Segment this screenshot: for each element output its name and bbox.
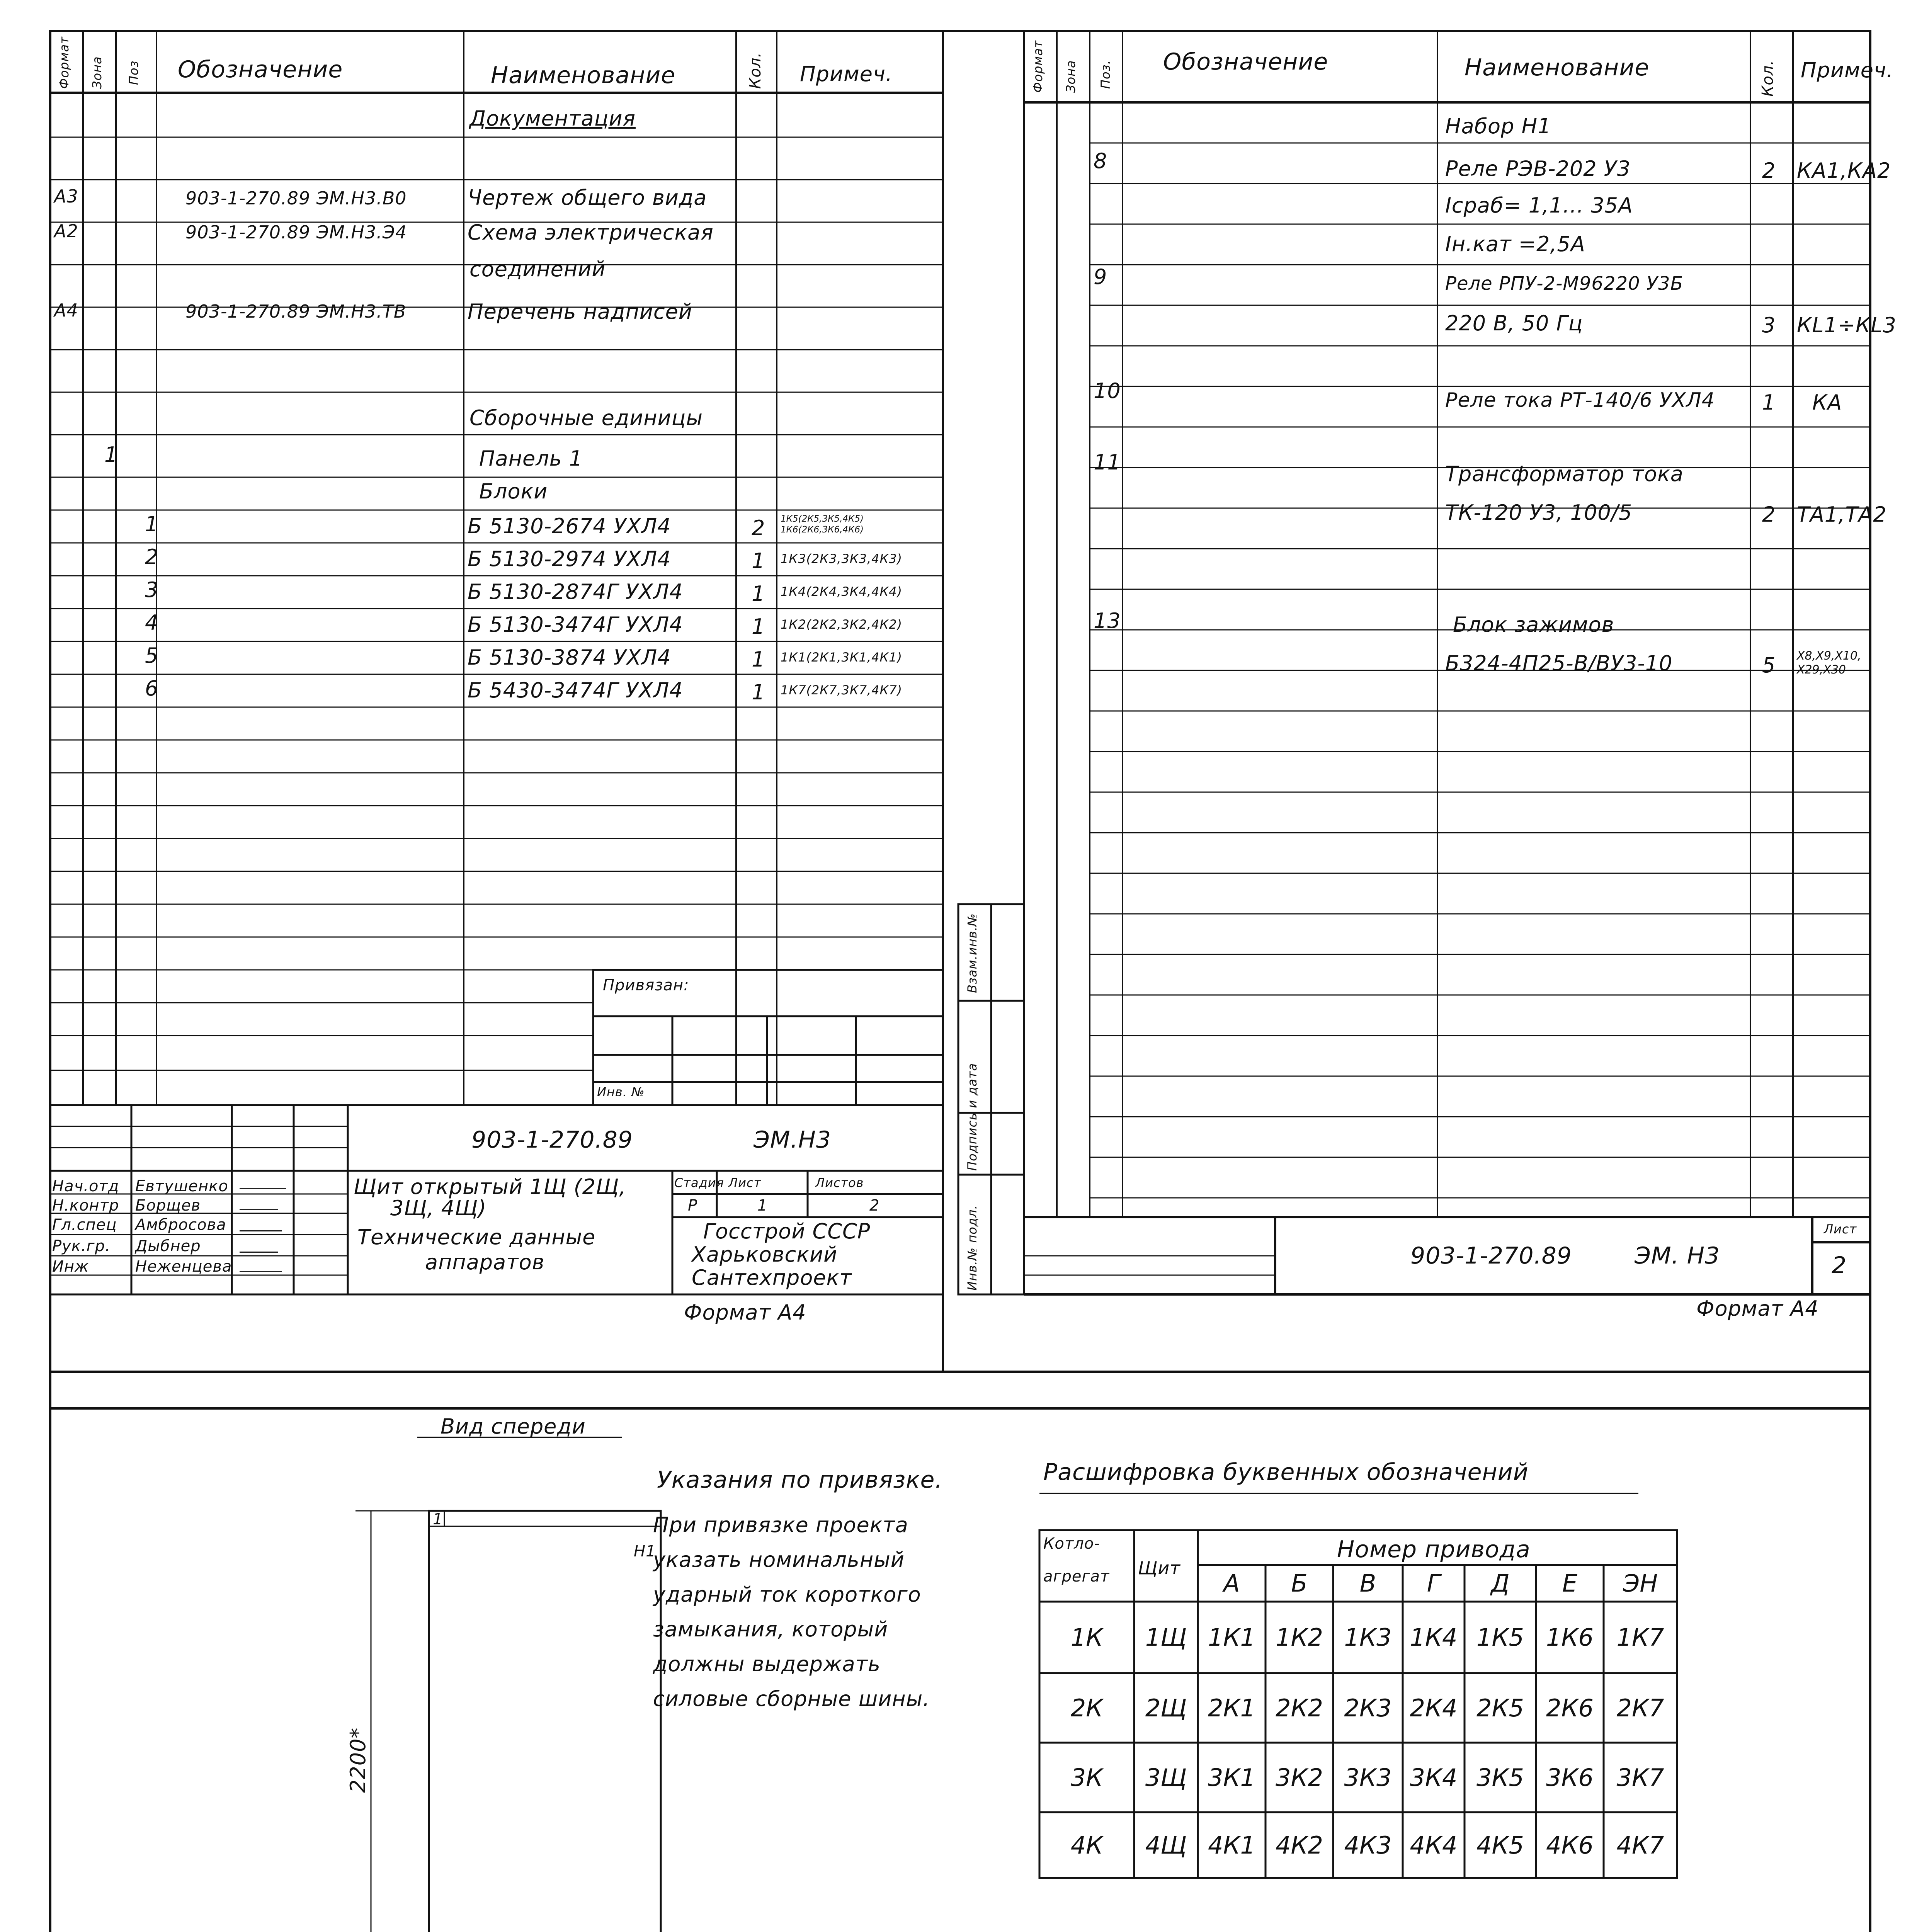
signature <box>240 1238 278 1253</box>
row-note: ТА1,ТА2 <box>1797 502 1887 527</box>
row-format: А4 <box>54 300 78 321</box>
panel-code: Н1 <box>634 1543 656 1560</box>
title-line: Технические данные <box>357 1225 596 1249</box>
row-name: Набор Н1 <box>1445 114 1551 138</box>
row-note: 1К2(2К2,3К2,4К2) <box>781 617 903 632</box>
header-zone: Зона <box>1063 60 1078 93</box>
sheets-header: Листов <box>815 1175 864 1190</box>
legend-cell: 1К2 <box>1276 1623 1323 1651</box>
header-format: Формат <box>57 36 71 89</box>
legend-cell: 1К <box>1070 1623 1103 1651</box>
row-name: Б 5430-3474Г УХЛ4 <box>468 678 683 702</box>
legend-col-boiler: агрегат <box>1043 1568 1110 1585</box>
legend-cell: 2К <box>1070 1694 1103 1722</box>
row-note: 1К3(2К3,3К3,4К3) <box>781 551 903 566</box>
legend-cell: 4К5 <box>1476 1831 1524 1859</box>
row-pos: 9 <box>1094 265 1107 289</box>
row-name: Б 5130-2974 УХЛ4 <box>468 547 671 571</box>
row-pos: 5 <box>145 643 159 668</box>
legend-cell: 1Щ <box>1145 1623 1187 1651</box>
row-qty: 1 <box>752 680 765 704</box>
staff-role: Инж <box>52 1258 89 1276</box>
legend-letter: А <box>1223 1569 1240 1597</box>
doc-mark: ЭМ.Н3 <box>754 1126 832 1153</box>
row-qty: 1 <box>752 582 765 606</box>
legend-cell: 2К5 <box>1476 1694 1524 1722</box>
title-line: аппаратов <box>425 1250 545 1274</box>
row-name: Iн.кат =2,5А <box>1445 232 1585 256</box>
legend-cell: 4К6 <box>1546 1831 1594 1859</box>
legend-cell: 1К1 <box>1208 1623 1255 1651</box>
privyazan-label: Привязан: <box>603 976 689 994</box>
staff-name: Дыбнер <box>135 1237 201 1255</box>
legend-cell: 1К4 <box>1410 1623 1458 1651</box>
row-pos: 4 <box>145 611 159 635</box>
row-pos: 2 <box>145 545 159 569</box>
row-name: Б 5130-2674 УХЛ4 <box>468 514 671 538</box>
row-name: Трансформатор тока <box>1445 462 1684 486</box>
legend-cell: 4К1 <box>1208 1831 1255 1859</box>
header-note: Примеч. <box>1801 58 1894 82</box>
row-qty: 3 <box>1762 313 1776 337</box>
legend-col-panel: Щит <box>1138 1558 1181 1578</box>
row-note: КА <box>1812 390 1842 415</box>
legend-cell: 3К2 <box>1276 1763 1323 1792</box>
instructions-line: При привязке проекта <box>653 1513 908 1537</box>
front-view-title: Вид спереди <box>441 1414 586 1439</box>
legend-cell: 1К6 <box>1546 1623 1594 1651</box>
row-name: Блок зажимов <box>1453 612 1614 637</box>
inv-label: Инв. № <box>597 1085 645 1099</box>
staff-role: Н.контр <box>52 1197 119 1214</box>
stage-header: Стадия <box>674 1175 724 1190</box>
signature <box>240 1217 282 1231</box>
staff-name: Неженцева <box>135 1258 232 1276</box>
legend-cell: 3К7 <box>1616 1763 1664 1792</box>
legend-cell: 3Щ <box>1145 1763 1187 1792</box>
sheets-value: 2 <box>869 1197 880 1214</box>
stage-value: Р <box>688 1197 698 1214</box>
header-pos: Поз <box>126 60 141 85</box>
row-note: 1К1(2К1,3К1,4К1) <box>781 650 903 665</box>
row-qty: 2 <box>752 516 765 540</box>
row-note: КL1÷КL3 <box>1797 313 1897 337</box>
header-format: Формат <box>1031 40 1045 93</box>
doc-code: 903-1-270.89 <box>471 1126 633 1153</box>
legend-cell: 3К5 <box>1476 1763 1524 1792</box>
row-note: 1К7(2К7,3К7,4К7) <box>781 683 903 697</box>
legend-cell: 4Щ <box>1145 1831 1187 1859</box>
row-name: Реле тока РТ-140/6 УХЛ4 <box>1445 389 1715 412</box>
row-note: Х8,Х9,Х10, Х29,Х30 <box>1797 649 1861 677</box>
legend-cell: 4К <box>1070 1831 1103 1859</box>
legend-letter: В <box>1359 1569 1376 1597</box>
header-pos: Поз. <box>1098 60 1113 89</box>
legend-cell: 4К4 <box>1410 1831 1458 1859</box>
instructions-title: Указания по привязке. <box>657 1466 943 1493</box>
row-pos: 11 <box>1094 450 1121 474</box>
row-name: 220 В, 50 Гц <box>1445 311 1583 335</box>
height-dimension: 2200* <box>346 1727 370 1793</box>
org-line: Сантехпроект <box>692 1265 852 1290</box>
row-name: Б 5130-3474Г УХЛ4 <box>468 612 683 637</box>
side-label-inv: Инв.№ подл. <box>965 1205 980 1291</box>
row-note: 1К5(2К5,3К5,4К5) 1К6(2К6,3К6,4К6) <box>781 514 864 535</box>
row-name: Схема электрическая <box>468 220 714 245</box>
legend-cell: 1К7 <box>1616 1623 1664 1651</box>
doc-code: 903-1-270.89 <box>1410 1242 1572 1269</box>
row-pos: 3 <box>145 578 159 602</box>
row-note: КА1,КА2 <box>1797 158 1891 183</box>
format-label: Формат А4 <box>1696 1296 1819 1321</box>
header-designation: Обозначение <box>178 56 343 83</box>
row-designation: 903-1-270.89 ЭМ.Н3.Э4 <box>185 222 407 243</box>
doc-mark: ЭМ. Н3 <box>1635 1242 1720 1269</box>
row-format: А2 <box>54 221 78 242</box>
row-name: Блоки <box>479 479 548 503</box>
sheet-value: 2 <box>1832 1252 1847 1279</box>
header-note: Примеч. <box>800 62 893 86</box>
row-name: ТК-120 У3, 100/5 <box>1445 500 1633 525</box>
legend-cell: 4К2 <box>1276 1831 1323 1859</box>
legend-cell: 2Щ <box>1145 1694 1187 1722</box>
row-designation: 903-1-270.89 ЭМ.Н3.ТВ <box>185 301 407 322</box>
legend-letter: ЭН <box>1623 1569 1658 1597</box>
org-line: Харьковский <box>692 1242 838 1267</box>
row-name: Реле РПУ-2-М96220 У3Б <box>1445 273 1684 294</box>
row-name: Б 5130-2874Г УХЛ4 <box>468 580 683 604</box>
header-qty: Кол. <box>747 52 764 89</box>
row-pos: 1 <box>145 512 159 536</box>
legend-cell: 2К1 <box>1208 1694 1255 1722</box>
legend-cell: 3К4 <box>1410 1763 1458 1792</box>
row-note: 1К4(2К4,3К4,4К4) <box>781 584 903 599</box>
side-label-replaced: Взам.инв.№ <box>965 913 980 993</box>
legend-cell: 2К4 <box>1410 1694 1458 1722</box>
instructions-line: ударный ток короткого <box>653 1582 921 1607</box>
header-qty: Кол. <box>1759 60 1777 97</box>
row-designation: 903-1-270.89 ЭМ.Н3.В0 <box>185 188 407 209</box>
row-name: Iсраб= 1,1... 35А <box>1445 193 1633 218</box>
title-line: Щит открытый 1Щ (2Щ, <box>354 1175 626 1199</box>
staff-role: Нач.отд <box>52 1177 119 1195</box>
legend-title: Расшифровка буквенных обозначений <box>1043 1459 1529 1486</box>
header-designation: Обозначение <box>1163 48 1328 75</box>
staff-name: Борщев <box>135 1197 201 1214</box>
row-pos: 13 <box>1094 609 1121 633</box>
instructions-line: указать номинальный <box>653 1548 905 1572</box>
row-name: Панель 1 <box>479 446 583 471</box>
legend-cell: 3К6 <box>1546 1763 1594 1792</box>
row-name: Документация <box>469 106 636 131</box>
legend-cell: 2К3 <box>1344 1694 1392 1722</box>
legend-cell: 4К3 <box>1344 1831 1392 1859</box>
panel-number: 1 <box>433 1510 443 1528</box>
sheet-value: 1 <box>757 1197 768 1214</box>
row-name: Реле РЭВ-202 У3 <box>1445 156 1631 181</box>
row-name: Перечень надписей <box>468 299 692 324</box>
row-name: Чертеж общего вида <box>468 185 707 210</box>
header-name: Наименование <box>1465 54 1650 81</box>
instructions-line: замыкания, который <box>653 1617 888 1641</box>
title-line: 3Щ, 4Щ) <box>390 1196 487 1220</box>
legend-cell: 2К7 <box>1616 1694 1664 1722</box>
legend-cell: 3К3 <box>1344 1763 1392 1792</box>
row-format: А3 <box>54 186 78 207</box>
staff-name: Евтушенко <box>135 1177 228 1195</box>
row-qty: 1 <box>752 647 765 672</box>
row-pos: 8 <box>1094 149 1107 173</box>
front-view-panel <box>356 1437 661 1932</box>
legend-cell: 2К2 <box>1276 1694 1323 1722</box>
instructions-line: силовые сборные шины. <box>653 1687 930 1711</box>
staff-role: Гл.спец <box>52 1216 117 1234</box>
sheet-header: Лист <box>1824 1222 1857 1236</box>
row-name: Б324-4П25-В/ВУ3-10 <box>1445 651 1673 675</box>
signature <box>240 1258 282 1272</box>
org-line: Госстрой СССР <box>703 1219 871 1243</box>
signature <box>240 1175 286 1189</box>
instructions-line: должны выдержать <box>653 1652 881 1676</box>
legend-col-boiler: Котло- <box>1043 1535 1100 1553</box>
sheet-header: Лист <box>728 1175 762 1190</box>
row-qty: 2 <box>1762 502 1776 527</box>
legend-cell: 4К7 <box>1616 1831 1664 1859</box>
legend-letter: Д <box>1491 1569 1510 1597</box>
row-qty: 2 <box>1762 158 1776 183</box>
legend-letter: Г <box>1427 1569 1441 1597</box>
row-qty: 1 <box>1762 390 1776 415</box>
side-label-signature: Подпись и дата <box>965 1063 980 1171</box>
signature <box>240 1196 278 1210</box>
row-qty: 1 <box>752 614 765 639</box>
format-label: Формат А4 <box>684 1300 806 1325</box>
row-name: Б 5130-3874 УХЛ4 <box>468 645 671 670</box>
header-zone: Зона <box>90 56 104 89</box>
row-pos: 10 <box>1094 379 1121 403</box>
legend-letter: Б <box>1291 1569 1308 1597</box>
legend-cell: 1К3 <box>1344 1623 1392 1651</box>
legend-cell: 3К <box>1070 1763 1103 1792</box>
legend-cell: 1К5 <box>1476 1623 1524 1651</box>
legend-letter: Е <box>1562 1569 1578 1597</box>
row-qty: 5 <box>1762 653 1776 677</box>
row-pos: 6 <box>145 676 159 701</box>
row-qty: 1 <box>752 549 765 573</box>
row-name: Сборочные единицы <box>469 406 703 430</box>
legend-cell: 3К1 <box>1208 1763 1255 1792</box>
legend-group-header: Номер привода <box>1337 1536 1531 1563</box>
staff-role: Рук.гр. <box>52 1237 111 1255</box>
header-name: Наименование <box>491 62 676 89</box>
legend-cell: 2К6 <box>1546 1694 1594 1722</box>
row-zone: 1 <box>104 442 118 467</box>
row-name: соединений <box>469 257 606 281</box>
staff-name: Амбросова <box>135 1216 226 1234</box>
